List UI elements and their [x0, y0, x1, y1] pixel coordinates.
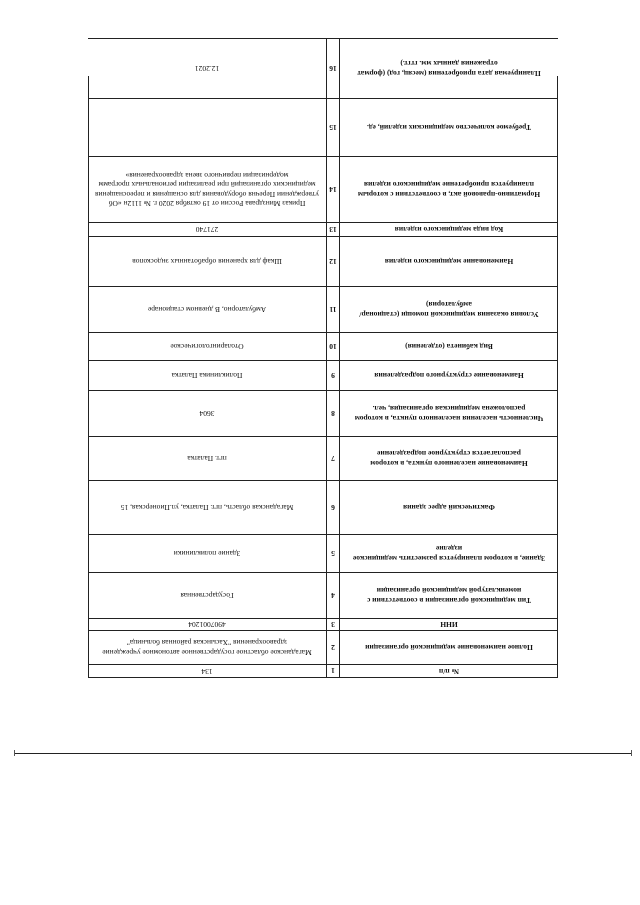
table-row	[88, 38, 558, 98]
table-row	[88, 436, 558, 480]
table-row	[88, 618, 558, 630]
row-number: 7	[326, 437, 340, 480]
row-value: Отоларингологическое	[170, 342, 244, 352]
row-number: 2	[326, 631, 340, 664]
row-header: Вид кабинета (отделения)	[405, 342, 493, 352]
row-header: Здание, в котором планируется разместить медицинское изделие	[352, 544, 546, 563]
row-value: 4907001204	[188, 620, 226, 630]
row-header: Нормативно-правовой акт, в соответствии с которым планируется приобретение медицинского изделия	[357, 180, 541, 199]
row-number: 1	[326, 665, 340, 677]
table-row	[88, 534, 558, 572]
row-header: Полное наименование медицинской организации	[365, 643, 533, 653]
row-header: Фактический адрес здания	[403, 503, 495, 513]
table-row	[88, 480, 558, 534]
table-row	[88, 360, 558, 390]
row-value: Шкаф для хранения обработанных эндоскопов	[132, 257, 282, 267]
row-number: 13	[326, 223, 340, 236]
table-row	[88, 572, 558, 618]
row-header: Тип медицинской организации в соответствии с номенклатурой медицинской организации	[367, 586, 531, 605]
table-row	[88, 236, 558, 286]
row-value: 271740	[195, 225, 219, 235]
row-number: 16	[326, 39, 340, 98]
row-value	[88, 99, 326, 156]
row-value: Амбулаторно, В дневном стационаре	[147, 305, 267, 315]
table-row	[88, 630, 558, 664]
row-value: Магаданская область, пгт. Палатка, ул.Пионерская, 15	[120, 503, 294, 513]
row-header: Требуемое количество медицинских изделий, ед.	[366, 123, 532, 133]
row-value: 12.2021	[194, 64, 220, 74]
table-row	[88, 390, 558, 436]
row-value: Государственная	[180, 591, 234, 601]
rotated-equipment-table	[88, 59, 558, 678]
row-header: Код вида медицинского изделия	[394, 225, 504, 235]
table-row	[88, 222, 558, 236]
page-divider-line	[14, 753, 632, 754]
row-number: 11	[326, 287, 340, 332]
table-row	[88, 332, 558, 360]
row-number: 15	[326, 99, 340, 156]
row-header: Планируемая дата приобретения (месяц, год) (формат отражения данных мм. гггг.)	[357, 59, 541, 78]
divider-right-tick	[631, 750, 632, 756]
row-number: 9	[326, 361, 340, 390]
table-row	[88, 156, 558, 222]
row-value: 134	[201, 666, 213, 676]
row-number: 3	[326, 619, 340, 630]
table-row	[88, 664, 558, 678]
row-header: № п/п	[438, 666, 460, 676]
row-number: 4	[326, 573, 340, 618]
row-header: ИНН	[440, 620, 458, 630]
row-value: пгт. Палатка	[187, 454, 227, 464]
row-header: Наименование структурного подразделения	[374, 371, 524, 381]
row-number: 14	[326, 157, 340, 222]
row-value: Приказ Минздрава России от 19 октября 2020 г. № 1112н «Об утверждении Перечня оборудования для оснащения и переоснащения медицинских организаций при реализации региональных программ модернизации первичного звена здравоохранения»	[95, 171, 319, 209]
row-number: 5	[326, 535, 340, 572]
row-number: 8	[326, 391, 340, 436]
row-value: Магаданское областное государственное автономное учреждение здравоохранения "Хасынская районная больница"	[102, 638, 312, 657]
table-row	[88, 286, 558, 332]
row-value: Поликлиника Палатка	[171, 371, 243, 381]
row-header: Условия оказания медицинской помощи (стационар/амбулатория)	[359, 300, 539, 319]
row-header: Численность населения населенного пункта, в котором расположена медицинская организация, чел.	[354, 404, 544, 423]
row-number: 12	[326, 237, 340, 286]
row-value: 3604	[199, 409, 215, 419]
row-header: Наименование населенного пункта, в котором располагается структурное подразделение	[370, 449, 528, 468]
row-value: Здание поликлиники	[173, 549, 241, 559]
row-number: 6	[326, 481, 340, 534]
row-header: Наименование медицинского изделия	[384, 257, 514, 267]
table-row	[88, 98, 558, 156]
divider-left-tick	[14, 750, 15, 756]
row-number: 10	[326, 333, 340, 360]
